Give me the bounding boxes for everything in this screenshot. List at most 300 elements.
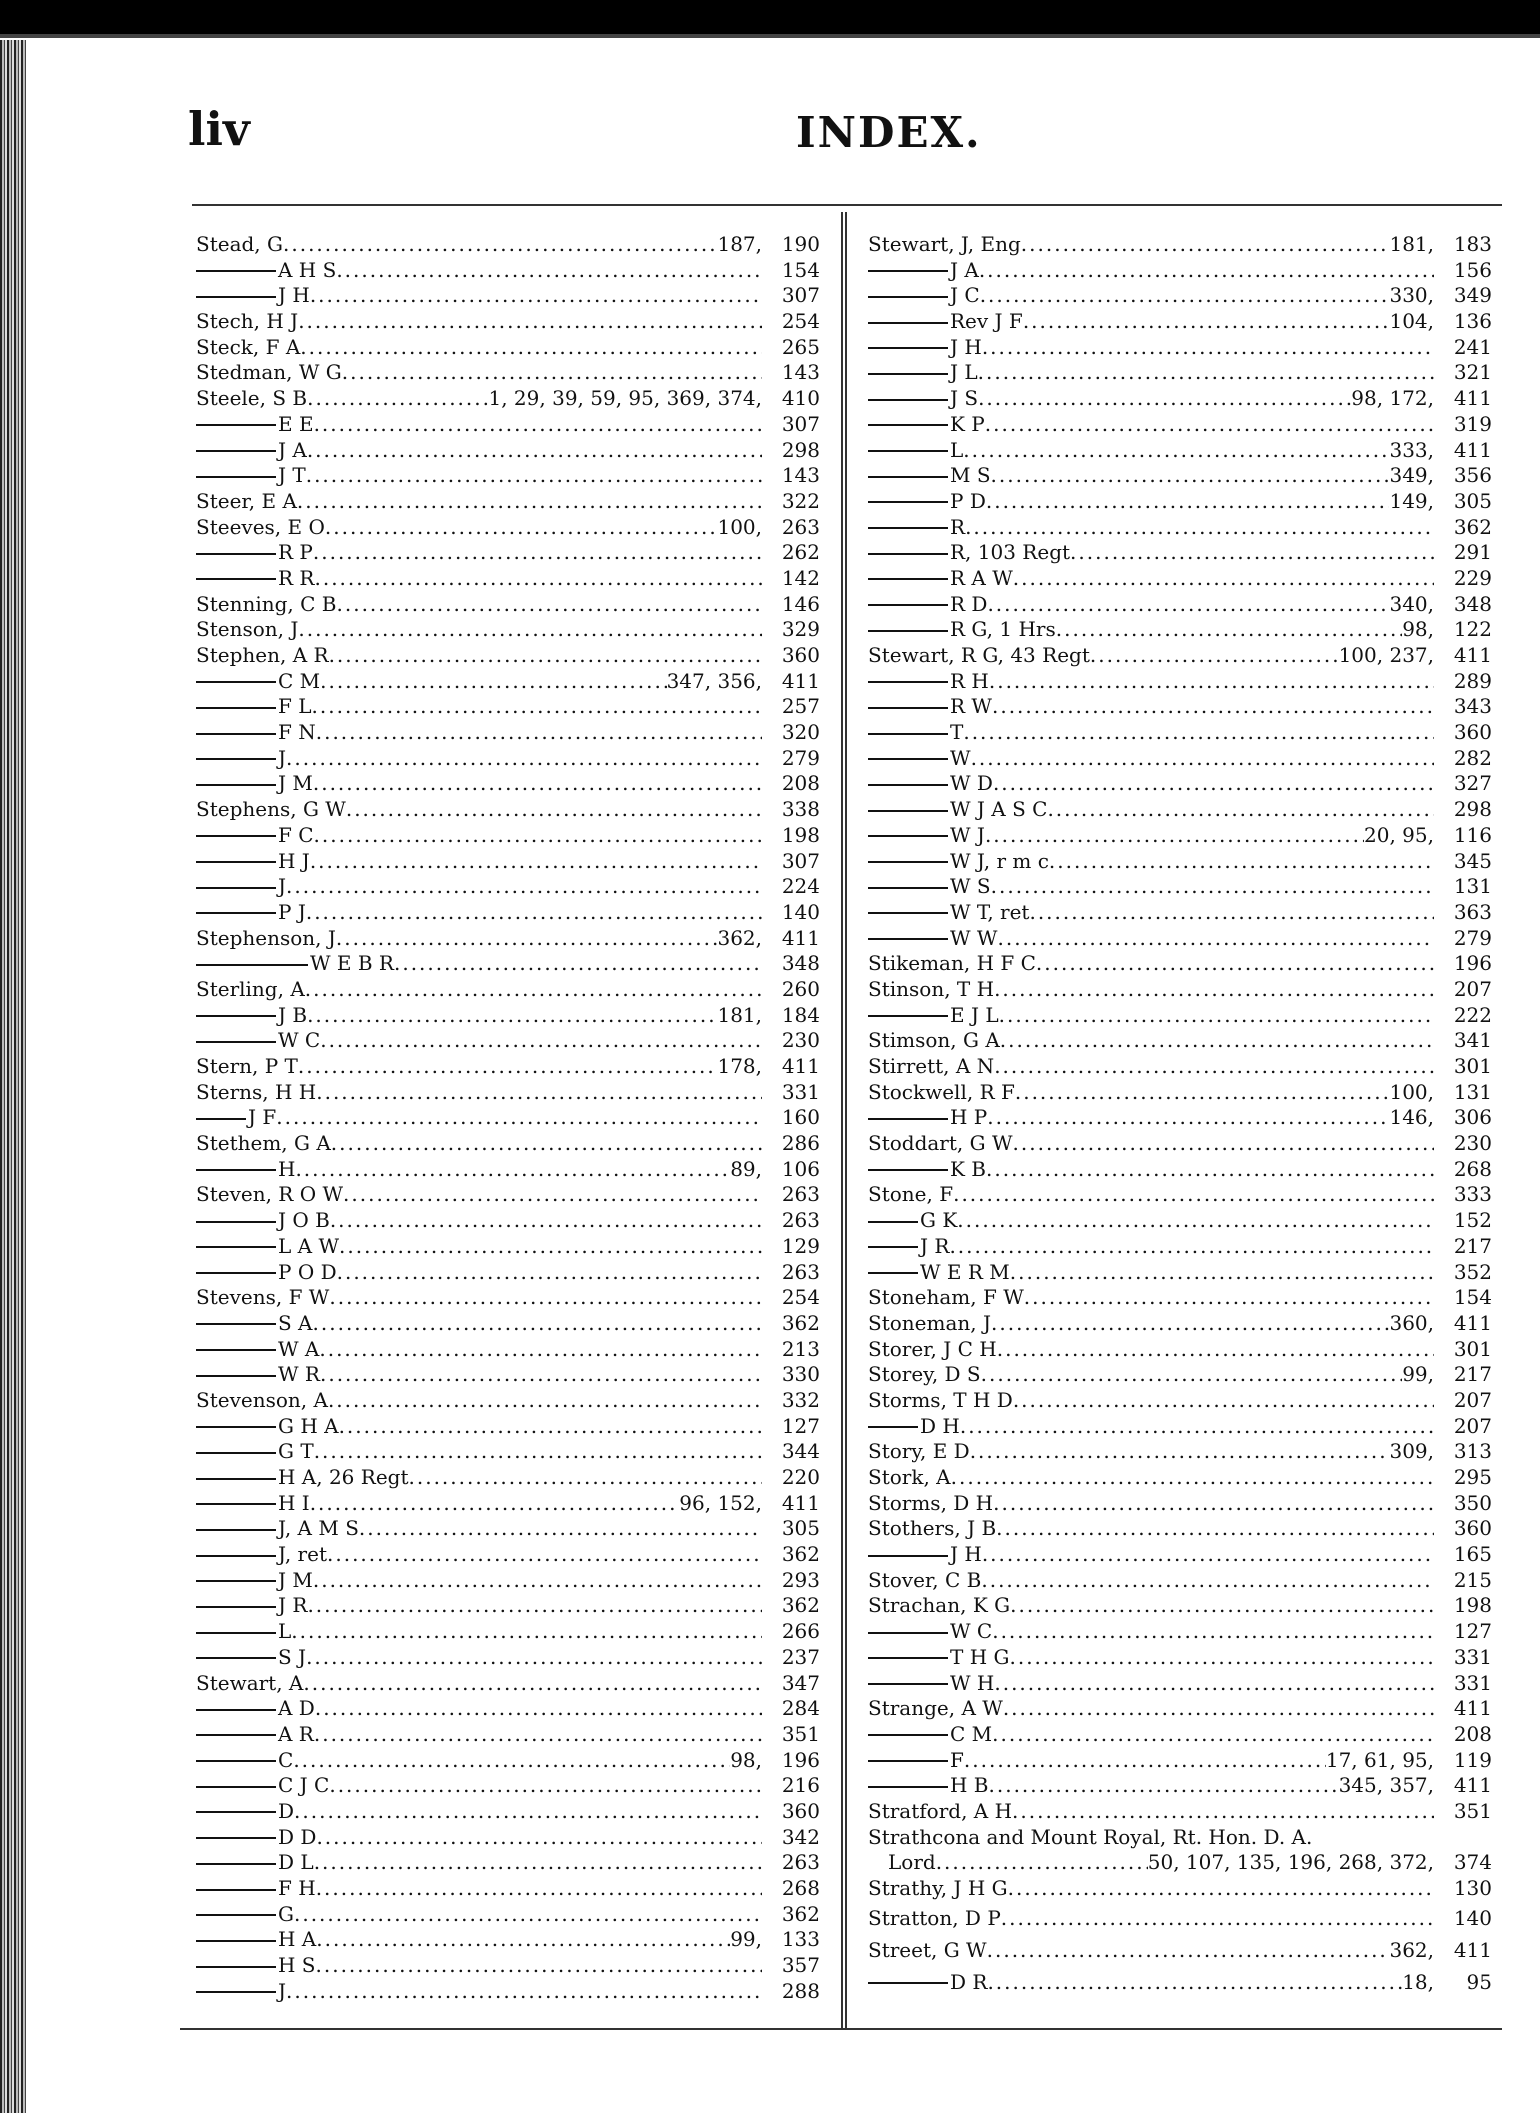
index-entry	[196, 669, 820, 695]
leader-dots	[286, 746, 762, 772]
leader-dots	[325, 515, 718, 541]
entry-name-text: C J C	[278, 1773, 330, 1798]
entry-name	[196, 1593, 307, 1619]
leader-dots	[960, 1414, 1434, 1440]
entry-name	[196, 438, 307, 464]
index-entry	[868, 643, 1492, 669]
entry-name-text: G H A	[278, 1413, 339, 1438]
entry-page: 146	[781, 591, 820, 616]
index-entry	[868, 1799, 1492, 1825]
index-entry	[196, 489, 820, 515]
ditto-dash	[196, 1966, 276, 1968]
entry-name-text: Stork, A	[868, 1465, 951, 1489]
entry-name	[868, 489, 986, 515]
leader-dots	[1013, 566, 1434, 592]
entry-page: 152	[1453, 1208, 1492, 1233]
entry-name-text: D L	[278, 1850, 314, 1875]
entry-name-text: Lord	[888, 1850, 936, 1875]
entry-refs: 360,	[1389, 1310, 1434, 1335]
entry-name	[868, 643, 1090, 669]
index-entry	[868, 592, 1492, 618]
entry-name	[868, 669, 989, 695]
leader-dots	[303, 1671, 762, 1697]
index-entry	[196, 258, 820, 284]
leader-dots	[989, 1773, 1339, 1799]
entry-name	[868, 900, 1029, 926]
ditto-dash	[868, 1272, 918, 1274]
entry-page: 266	[781, 1619, 820, 1644]
entry-name	[868, 1876, 1008, 1902]
leader-dots	[992, 694, 1434, 720]
leader-dots	[336, 258, 762, 284]
entry-name	[196, 1799, 294, 1825]
entry-page: 268	[781, 1876, 820, 1900]
leader-dots	[307, 438, 762, 464]
entry-name	[868, 1748, 964, 1774]
entry-refs: 98,	[730, 1747, 762, 1772]
entry-name-text: W T, ret	[950, 899, 1030, 924]
entry-page: 341	[1453, 1028, 1492, 1053]
index-entry	[868, 1722, 1492, 1748]
ditto-dash	[196, 1375, 276, 1377]
leader-dots	[978, 386, 1351, 412]
entry-page: 263	[781, 1259, 820, 1284]
leader-dots	[306, 463, 762, 489]
entry-page: 160	[781, 1105, 820, 1130]
index-entry	[196, 1696, 820, 1722]
entry-page: 142	[781, 565, 820, 590]
ditto-dash	[868, 527, 948, 529]
ditto-dash	[196, 1555, 276, 1557]
ditto-dash	[868, 450, 948, 452]
index-entry	[868, 463, 1492, 489]
leader-dots	[1010, 1593, 1434, 1619]
leader-dots	[993, 771, 1434, 797]
index-entry	[196, 1593, 820, 1619]
entry-page: 119	[1453, 1747, 1492, 1772]
entry-page: 313	[1453, 1439, 1492, 1464]
leader-dots	[978, 360, 1434, 386]
entry-page: 330	[781, 1362, 820, 1387]
entry-name	[196, 1337, 319, 1363]
entry-name	[196, 566, 314, 592]
ditto-dash	[868, 1555, 948, 1557]
index-entry	[196, 977, 820, 1003]
index-entry	[196, 1773, 820, 1799]
leader-dots	[1023, 309, 1390, 335]
index-entry	[196, 283, 820, 309]
entry-page: 357	[781, 1953, 820, 1978]
entry-page: 217	[1453, 1233, 1492, 1258]
ditto-dash	[196, 1041, 276, 1043]
entry-name-text: J M	[278, 771, 313, 796]
entry-page: 356	[1453, 463, 1492, 488]
leader-dots	[313, 540, 762, 566]
leader-dots	[329, 1285, 762, 1311]
entry-name-text: F	[950, 1747, 964, 1772]
index-entry	[196, 1619, 820, 1645]
leader-dots	[970, 1439, 1390, 1465]
index-entry	[868, 309, 1492, 335]
entry-name	[868, 360, 978, 386]
entry-page: 411	[781, 925, 820, 950]
entry-page: 411	[1453, 1696, 1492, 1721]
entry-name	[196, 1234, 339, 1260]
entry-page: 263	[781, 514, 820, 539]
leader-dots	[1015, 1080, 1390, 1106]
leader-dots	[315, 1696, 762, 1722]
ditto-dash	[196, 964, 308, 966]
entry-name	[196, 1542, 327, 1568]
entry-name	[196, 1080, 316, 1106]
entry-name-text: T H G	[950, 1644, 1010, 1669]
entry-name-text: Stedman, W G	[196, 360, 342, 385]
ditto-dash	[196, 887, 276, 889]
entry-name	[196, 1157, 295, 1183]
index-entry	[868, 900, 1492, 926]
entry-name	[868, 823, 985, 849]
entry-name-text: W S	[950, 874, 991, 899]
entry-page: 411	[1453, 1310, 1492, 1335]
entry-name-text: E E	[278, 411, 314, 436]
entry-name	[196, 515, 325, 541]
entry-page: 362	[781, 1593, 820, 1618]
leader-dots	[329, 1773, 762, 1799]
entry-name	[196, 771, 313, 797]
entry-name	[868, 540, 1070, 566]
leader-dots	[310, 283, 762, 309]
entry-page: 216	[781, 1773, 820, 1798]
index-entry	[868, 1671, 1492, 1697]
entry-page: 289	[1453, 668, 1492, 693]
index-entry	[868, 1157, 1492, 1183]
ditto-dash	[196, 1169, 276, 1171]
entry-name	[868, 1619, 992, 1645]
entry-name	[868, 797, 1047, 823]
index-entry	[868, 1465, 1492, 1491]
entry-name	[196, 283, 310, 309]
entry-name	[196, 823, 314, 849]
entry-name-text: J H	[950, 334, 982, 359]
entry-name	[868, 720, 963, 746]
entry-name	[196, 797, 346, 823]
entry-name	[868, 1934, 987, 1966]
entry-name-text: Strange, A W	[868, 1696, 1003, 1721]
entry-refs: 178,	[717, 1054, 762, 1078]
entry-name-text: Stephen, A R	[196, 643, 329, 667]
index-entry	[868, 540, 1492, 566]
ditto-dash	[196, 1272, 276, 1274]
entry-name	[196, 951, 394, 977]
index-entry	[868, 1542, 1492, 1568]
entry-name-text: S J	[278, 1644, 307, 1669]
entry-page: 295	[1453, 1465, 1492, 1489]
entry-name-text: Storey, D S	[868, 1362, 981, 1387]
entry-page: 254	[781, 1285, 820, 1310]
entry-name	[868, 1696, 1003, 1722]
entry-name	[868, 1799, 1012, 1825]
entry-page: 411	[781, 1054, 820, 1078]
leader-dots	[965, 515, 1434, 541]
ditto-dash	[868, 1246, 918, 1248]
entry-name-text: F N	[278, 720, 316, 745]
entry-name-text: Stoneman, J	[868, 1310, 991, 1335]
index-entry	[868, 232, 1492, 258]
entry-name	[868, 1311, 991, 1337]
index-entry	[196, 1748, 820, 1774]
entry-name-text: R W	[950, 694, 992, 719]
ditto-dash	[868, 784, 948, 786]
entry-page: 362	[781, 1310, 820, 1335]
ditto-dash	[196, 1632, 276, 1634]
ditto-dash	[196, 1811, 276, 1813]
entry-name	[196, 1003, 307, 1029]
entry-name-text: L	[950, 437, 964, 462]
entry-name-text: W H	[950, 1670, 995, 1695]
entry-name	[196, 360, 342, 386]
leader-dots	[316, 1080, 762, 1106]
index-entry	[196, 1028, 820, 1054]
entry-name	[196, 592, 337, 618]
index-entry	[196, 1645, 820, 1671]
leader-dots	[1013, 1131, 1434, 1157]
ditto-dash	[196, 784, 276, 786]
entry-refs: 187,	[717, 232, 762, 256]
leader-dots	[981, 1568, 1434, 1594]
ditto-dash	[868, 938, 948, 940]
index-entry	[868, 515, 1492, 541]
scan-top-border	[0, 0, 1540, 44]
ditto-dash	[868, 1118, 948, 1120]
index-entry	[196, 1157, 820, 1183]
ditto-dash	[196, 1529, 276, 1531]
entry-name-text: Stratton, D P	[868, 1905, 1001, 1930]
entry-name-text: L	[278, 1619, 292, 1644]
entry-page: 360	[781, 1798, 820, 1823]
entry-name-text: F H	[278, 1876, 316, 1900]
entry-refs: 181,	[1389, 232, 1434, 256]
entry-name	[868, 1105, 987, 1131]
entry-page: 286	[781, 1131, 820, 1156]
ditto-dash	[868, 707, 948, 709]
entry-name-text: R A W	[950, 565, 1013, 590]
entry-name-text: Strathcona and Mount Royal, Rt. Hon. D. A.	[868, 1824, 1313, 1849]
entry-name	[868, 1285, 1024, 1311]
entry-name	[196, 540, 313, 566]
index-entry	[868, 669, 1492, 695]
entry-page: 184	[781, 1002, 820, 1027]
entry-page: 140	[781, 899, 820, 924]
entry-name	[196, 1979, 286, 2005]
entry-page: 411	[1453, 386, 1492, 411]
index-entry	[196, 1208, 820, 1234]
ditto-dash	[868, 1683, 948, 1685]
entry-refs: 100,	[717, 514, 762, 539]
entry-page: 133	[781, 1927, 820, 1952]
entry-name	[868, 694, 992, 720]
leader-dots	[982, 1542, 1434, 1568]
leader-dots	[316, 1927, 730, 1953]
entry-page: 319	[1453, 411, 1492, 436]
index-entry	[196, 617, 820, 643]
leader-dots	[394, 951, 762, 977]
leader-dots	[1021, 232, 1390, 258]
entry-refs: 96, 152,	[679, 1490, 762, 1515]
entry-name	[196, 1645, 306, 1671]
leader-dots	[963, 720, 1434, 746]
leader-dots	[294, 1799, 762, 1825]
entry-name-text: J A	[950, 257, 979, 282]
leader-dots	[343, 1182, 762, 1208]
entry-name	[196, 977, 305, 1003]
entry-page: 301	[1453, 1336, 1492, 1361]
entry-name-text: J T	[278, 463, 306, 488]
index-entry	[196, 1825, 820, 1851]
entry-name	[868, 1003, 999, 1029]
ditto-dash	[196, 578, 276, 580]
entry-page: 279	[1453, 925, 1492, 950]
index-entry	[868, 360, 1492, 386]
entry-page: 237	[781, 1644, 820, 1669]
index-entry	[196, 1902, 820, 1928]
entry-page: 156	[1453, 257, 1492, 282]
entry-page: 196	[1453, 951, 1492, 976]
leader-dots	[316, 1825, 762, 1851]
entry-refs: 99,	[730, 1927, 762, 1952]
index-entry	[196, 1927, 820, 1953]
entry-name-text: Street, G W	[868, 1937, 987, 1962]
index-entry	[868, 1054, 1492, 1080]
entry-name	[196, 489, 297, 515]
ditto-dash	[868, 424, 948, 426]
entry-page: 260	[781, 976, 820, 1001]
leader-dots	[1010, 1260, 1434, 1286]
entry-name-text: L A W	[278, 1233, 339, 1258]
index-entry	[868, 771, 1492, 797]
leader-dots	[997, 1337, 1434, 1363]
ditto-dash	[868, 1221, 918, 1223]
entry-page: 140	[1453, 1905, 1492, 1930]
leader-dots	[1090, 643, 1339, 669]
entry-page: 154	[1453, 1285, 1492, 1310]
ditto-dash	[196, 681, 276, 683]
entry-name	[868, 746, 971, 772]
ditto-dash	[196, 1478, 276, 1480]
ditto-dash	[196, 1606, 276, 1608]
entry-name	[196, 1619, 291, 1645]
leader-dots	[992, 1722, 1434, 1748]
entry-name-text: Storms, T H D	[868, 1387, 1013, 1412]
book-spine-edge	[0, 40, 26, 2113]
index-entry	[868, 489, 1492, 515]
entry-name-text: H	[278, 1156, 296, 1181]
index-entry	[196, 1671, 820, 1697]
ditto-dash	[868, 1015, 948, 1017]
ditto-dash	[868, 630, 948, 632]
leader-dots	[313, 1311, 762, 1337]
leader-dots	[337, 1260, 762, 1286]
entry-page: 130	[1453, 1876, 1492, 1900]
index-entry	[868, 694, 1492, 720]
index-entry	[196, 849, 820, 875]
entry-name-text: Stothers, J B	[868, 1516, 997, 1541]
leader-dots	[286, 1979, 762, 2005]
leader-dots	[991, 1311, 1389, 1337]
index-entry	[196, 1542, 820, 1568]
index-entry	[196, 1388, 820, 1414]
entry-page: 143	[781, 360, 820, 385]
entry-page: 198	[781, 822, 820, 847]
index-entry	[868, 1645, 1492, 1671]
entry-name	[196, 1491, 310, 1517]
leader-dots	[316, 720, 762, 746]
entry-name-text: C M	[950, 1721, 993, 1746]
entry-page: 263	[781, 1850, 820, 1875]
entry-page: 230	[1453, 1131, 1492, 1156]
entry-name-text: R H	[950, 668, 989, 693]
leader-dots	[985, 412, 1434, 438]
leader-dots	[319, 1337, 762, 1363]
entry-page: 127	[1453, 1619, 1492, 1644]
entry-name-text: Stevens, F W	[196, 1285, 330, 1310]
entry-refs: 333,	[1389, 437, 1434, 462]
ditto-dash	[868, 810, 948, 812]
entry-name-text: Strathy, J H G	[868, 1876, 1008, 1900]
index-entry	[196, 592, 820, 618]
leader-dots	[1009, 1645, 1434, 1671]
leader-dots	[336, 926, 718, 952]
leader-dots	[298, 617, 762, 643]
entry-name	[868, 1234, 949, 1260]
entry-page: 198	[1453, 1593, 1492, 1618]
index-entry	[196, 900, 820, 926]
index-column-right	[868, 232, 1492, 1998]
entry-page: 131	[1453, 1079, 1492, 1104]
leader-dots	[276, 1105, 762, 1131]
entry-page: 307	[781, 411, 820, 436]
entry-name-text: C	[278, 1747, 294, 1772]
ditto-dash	[196, 912, 276, 914]
index-entry	[196, 515, 820, 541]
entry-name-text: Storer, J C H	[868, 1336, 997, 1361]
entry-page: 374	[1453, 1850, 1492, 1875]
top-rule	[192, 204, 1502, 206]
entry-page: 257	[781, 694, 820, 719]
entry-name-text: R, 103 Regt	[950, 540, 1071, 565]
entry-name-text: D H	[920, 1413, 960, 1438]
ditto-dash	[868, 861, 948, 863]
entry-name	[196, 1439, 314, 1465]
leader-dots	[1003, 1696, 1434, 1722]
entry-page: 268	[1453, 1156, 1492, 1181]
entry-name-text: J A	[278, 437, 307, 462]
entry-name-text: J M	[278, 1567, 313, 1592]
entry-page: 215	[1453, 1567, 1492, 1592]
entry-refs: 181,	[717, 1002, 762, 1027]
entry-name	[888, 1850, 936, 1876]
entry-name-text: H B	[950, 1773, 989, 1798]
entry-name-text: A D	[278, 1696, 315, 1721]
ditto-dash	[868, 578, 948, 580]
leader-dots	[314, 566, 762, 592]
leader-dots	[297, 489, 762, 515]
index-entry	[868, 1388, 1492, 1414]
entry-name-text: R G, 1 Hrs	[950, 617, 1056, 642]
index-entry	[868, 1439, 1492, 1465]
leader-dots	[951, 1465, 1434, 1491]
entry-name-text: W J A S C	[950, 797, 1048, 822]
index-entry	[196, 463, 820, 489]
